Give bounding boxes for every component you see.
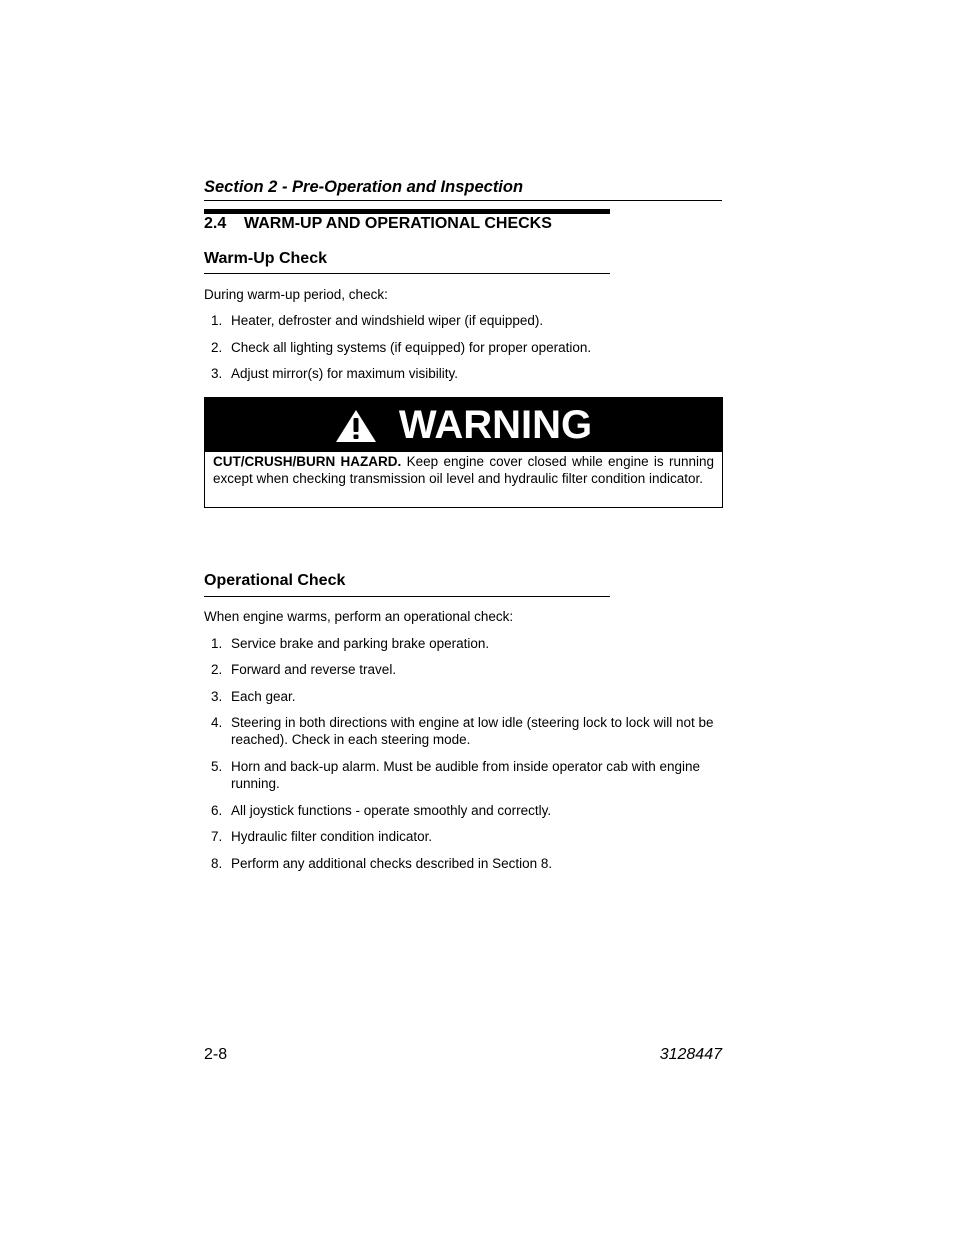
list-item: [204, 855, 722, 872]
operational-list: [204, 635, 722, 872]
list-item-text: Check all lighting systems (if equipped) for proper operation.: [231, 340, 592, 355]
operational-intro: When engine warms, perform an operational check:: [204, 609, 514, 624]
list-item-text: Service brake and parking brake operation.: [231, 636, 490, 651]
list-item: [204, 365, 722, 382]
warning-triangle-icon: [335, 409, 377, 443]
list-item: [204, 688, 722, 705]
list-item-number: 8.: [211, 856, 223, 871]
list-item-text: Adjust mirror(s) for maximum visibility.: [231, 366, 459, 381]
list-item-number: 3.: [211, 366, 223, 381]
list-item-number: 1.: [211, 313, 223, 328]
warning-hazard-label: CUT/CRUSH/BURN HAZARD.: [213, 454, 402, 469]
operational-check-title: Operational Check: [204, 572, 346, 589]
list-item-number: 7.: [211, 829, 223, 844]
list-item: [204, 714, 722, 748]
list-item-number: 1.: [211, 636, 223, 651]
list-item: [204, 635, 722, 652]
list-item-number: 2.: [211, 662, 223, 677]
list-item-number: 4.: [211, 715, 223, 730]
list-item-number: 6.: [211, 803, 223, 818]
list-item-text: All joystick functions - operate smoothly and correctly.: [231, 803, 552, 818]
warmup-check-title: Warm-Up Check: [204, 250, 327, 267]
list-item-number: 5.: [211, 759, 223, 774]
list-item: [204, 661, 722, 678]
list-item-text: Steering in both directions with engine at low idle (steering lock to lock will not be reached). Check in each steering mode.: [231, 715, 714, 747]
document-number: 3128447: [659, 1046, 722, 1063]
warning-body: Keep engine cover closed while engine is running except when checking transmission oil level and hydraulic filter condition indicator.: [213, 454, 714, 486]
page-number: 2-8: [204, 1046, 228, 1063]
warning-banner: [205, 398, 722, 452]
list-item-text: Each gear.: [231, 689, 296, 704]
list-item-text: Heater, defroster and windshield wiper (if equipped).: [231, 313, 544, 328]
warmup-list: [204, 312, 722, 382]
list-item: [204, 339, 722, 356]
warning-box: [204, 397, 723, 508]
list-item: [204, 312, 722, 329]
list-item-text: Perform any additional checks described in Section 8.: [231, 856, 553, 871]
list-item-text: Horn and back-up alarm. Must be audible from inside operator cab with engine running.: [231, 759, 701, 791]
list-item-text: Hydraulic filter condition indicator.: [231, 829, 433, 844]
list-item-number: 3.: [211, 689, 223, 704]
heading-title: WARM-UP AND OPERATIONAL CHECKS: [244, 215, 552, 232]
warning-title: WARNING: [398, 403, 593, 447]
list-item-text: Forward and reverse travel.: [231, 662, 397, 677]
heading-2-4: [204, 214, 552, 234]
warmup-check-rule: [204, 273, 610, 274]
heading-number: 2.4: [204, 215, 227, 232]
list-item: [204, 758, 722, 792]
section-header-rule: [204, 200, 722, 201]
warning-message: [205, 452, 722, 487]
list-item-number: 2.: [211, 340, 223, 355]
warmup-intro: During warm-up period, check:: [204, 287, 388, 302]
list-item: [204, 828, 722, 845]
list-item: [204, 802, 722, 819]
operational-check-rule: [204, 596, 610, 597]
section-header: Section 2 - Pre-Operation and Inspection: [204, 178, 524, 196]
